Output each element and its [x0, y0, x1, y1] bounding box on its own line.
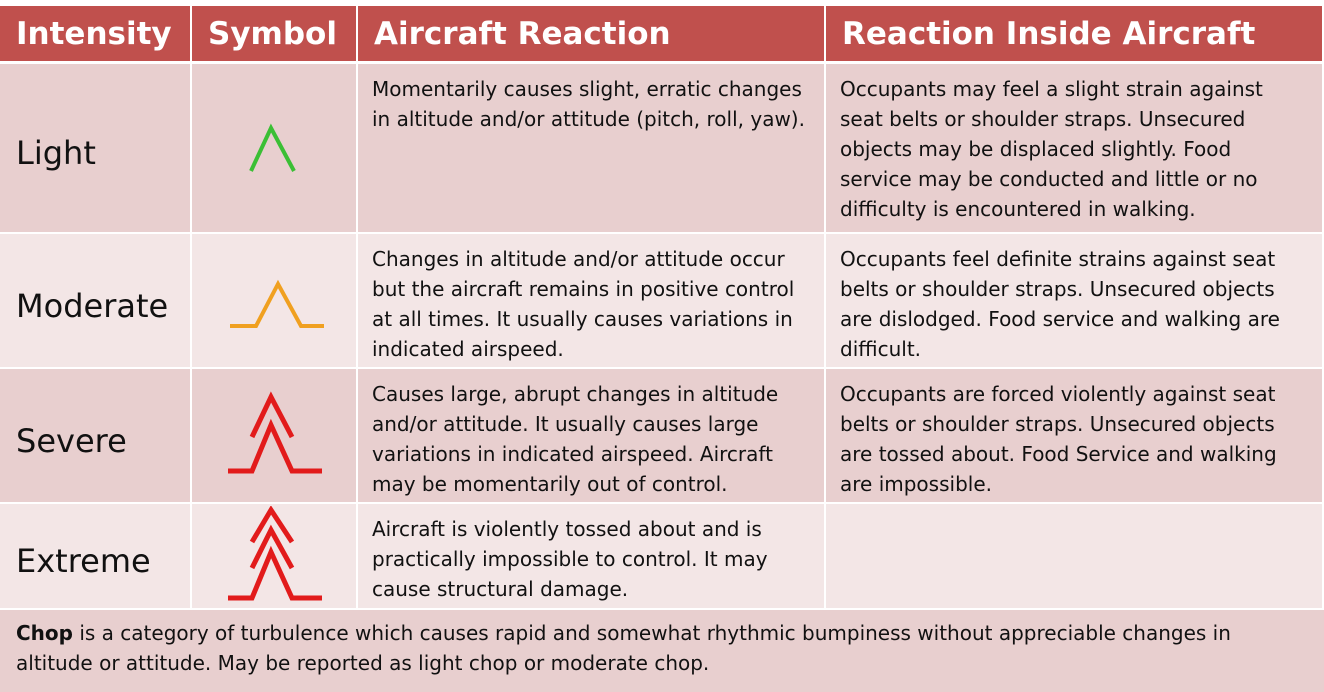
extreme-turbulence-icon	[194, 506, 354, 606]
table-row-severe	[0, 369, 1324, 504]
symbol-cell-extreme	[192, 504, 358, 610]
inside-reaction-severe: Occupants are forced violently against seat belts or shoulder straps. Unsecured objects are tossed about. Food Service and walking are impossible.	[826, 369, 1324, 504]
header-row	[0, 6, 1324, 64]
light-chevron	[251, 128, 294, 171]
moderate-chevron	[230, 284, 324, 326]
header-reaction-inside-aircraft: Reaction Inside Aircraft	[826, 6, 1324, 64]
symbol-cell-moderate	[192, 234, 358, 369]
header-symbol: Symbol	[192, 6, 358, 64]
symbol-cell-light	[192, 64, 358, 234]
severe-chevron-bottom	[228, 425, 322, 471]
chop-term: Chop	[16, 621, 73, 645]
inside-reaction-light: Occupants may feel a slight strain against seat belts or shoulder straps. Unsecured objects may be displaced slightly. Food service may be conducted and little or no difficulty is encountered in walking.	[826, 64, 1324, 234]
extreme-chevron-top	[252, 510, 292, 542]
header-intensity: Intensity	[0, 6, 192, 64]
header-aircraft-reaction: Aircraft Reaction	[358, 6, 826, 64]
aircraft-reaction-moderate: Changes in altitude and/or attitude occur but the aircraft remains in positive control at all times. It usually causes variations in indicated airspeed.	[358, 234, 826, 369]
extreme-chevron-bottom	[228, 552, 322, 598]
table-row-moderate	[0, 234, 1324, 369]
turbulence-table	[0, 6, 1324, 610]
chop-note	[0, 610, 1324, 692]
intensity-light: Light	[0, 64, 192, 234]
chop-definition: is a category of turbulence which causes rapid and somewhat rhythmic bumpiness without appreciable changes in altitude or attitude. May be reported as light chop or moderate chop.	[16, 621, 1231, 675]
intensity-moderate: Moderate	[0, 234, 192, 369]
aircraft-reaction-light: Momentarily causes slight, erratic changes in altitude and/or attitude (pitch, roll, yaw).	[358, 64, 826, 234]
intensity-severe: Severe	[0, 369, 192, 504]
moderate-turbulence-icon	[194, 266, 354, 336]
inside-reaction-moderate: Occupants feel definite strains against seat belts or shoulder straps. Unsecured objects are dislodged. Food service and walking are difficult.	[826, 234, 1324, 369]
inside-reaction-extreme	[826, 504, 1324, 610]
aircraft-reaction-extreme: Aircraft is violently tossed about and is practically impossible to control. It may cause structural damage.	[358, 504, 826, 610]
severe-turbulence-icon	[194, 391, 354, 481]
light-turbulence-icon	[194, 118, 354, 178]
intensity-extreme: Extreme	[0, 504, 192, 610]
table-row-light	[0, 64, 1324, 234]
table-row-extreme	[0, 504, 1324, 610]
aircraft-reaction-severe: Causes large, abrupt changes in altitude and/or attitude. It usually causes large variations in indicated airspeed. Aircraft may be momentarily out of control.	[358, 369, 826, 504]
symbol-cell-severe	[192, 369, 358, 504]
